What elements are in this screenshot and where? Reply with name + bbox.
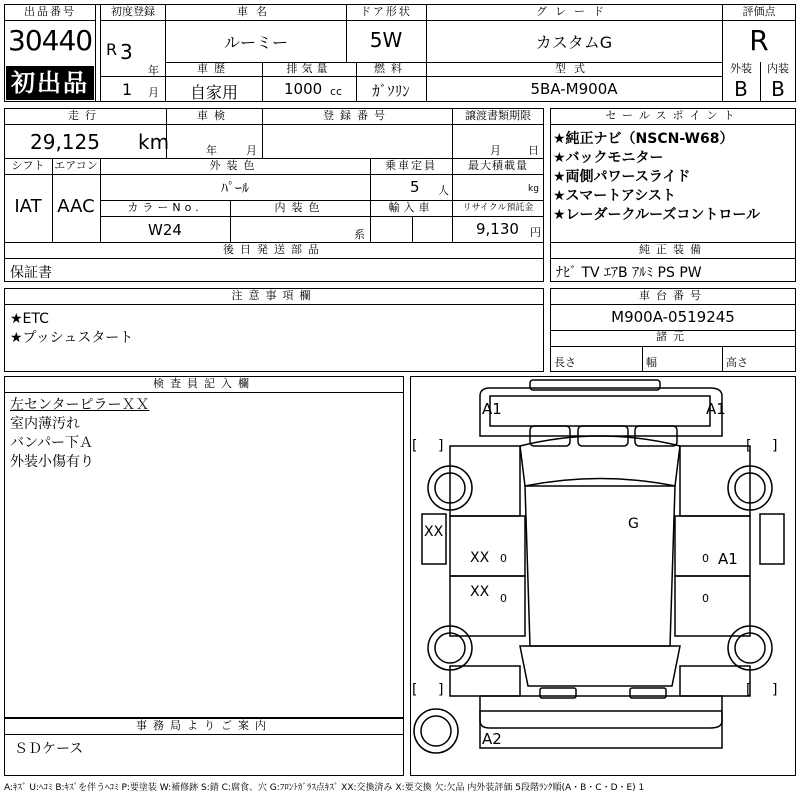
rear-panel — [480, 696, 722, 728]
right-rear-door — [675, 576, 750, 636]
car-name: ルーミー — [223, 33, 288, 52]
max-load-label: 最大積載量 — [468, 159, 528, 172]
door-label: ドア形状 — [360, 5, 412, 18]
ac-label: エアコン — [54, 159, 98, 172]
inspector-line: 外装小傷有り — [10, 454, 94, 470]
mark-rear: A2 — [482, 730, 502, 748]
car-body-diagram — [410, 376, 800, 780]
color-number: W24 — [148, 221, 182, 239]
office-note: ＳＤケース — [14, 741, 84, 757]
recycle-deposit-unit: 円 — [530, 226, 541, 239]
displacement: 1000 — [284, 80, 323, 98]
exterior-color: ﾊﾟｰﾙ — [221, 181, 249, 197]
note-item: ★ETC — [10, 311, 49, 327]
later-parts-label: 後日発送部品 — [223, 243, 325, 256]
inspector-line: 室内薄汚れ — [10, 416, 80, 432]
windshield — [520, 436, 680, 486]
exterior-grade: B — [734, 77, 748, 101]
sales-point-item: ★バックモニター — [553, 150, 664, 166]
sales-point-item: ★両側パワースライド — [553, 169, 691, 185]
displacement-unit: cc — [330, 85, 343, 98]
mark-front-right: A1 — [706, 400, 726, 418]
note-item: ★プッシュスタート — [10, 330, 134, 346]
bracket-left-open: [ — [412, 438, 418, 454]
inspector-notes — [10, 396, 149, 472]
genuine-equipment: ﾅﾋﾞ TV ｴｱB ｱﾙﾐ PS PW — [556, 265, 702, 281]
interior-color-label: 内装色 — [274, 201, 326, 214]
mark-left-pillar: XX — [424, 524, 444, 540]
score-label: 評価点 — [742, 5, 776, 18]
color-number-label: カラーNo. — [127, 201, 203, 214]
shift-label: シフト — [11, 159, 45, 172]
registration-number-label: 登録番号 — [323, 109, 391, 122]
year-unit: 年 — [148, 64, 159, 77]
mark-roof: G — [628, 516, 639, 532]
sales-point-item: ★スマートアシスト — [553, 188, 676, 204]
inspection-month-unit: 月 — [246, 144, 257, 157]
mileage-unit: km — [138, 130, 170, 154]
right-pillar — [760, 514, 784, 564]
mark-left-front-door-zero: 0 — [500, 552, 507, 565]
lot-number: 30440 — [8, 24, 93, 57]
inspector-label: 検査員記入欄 — [153, 377, 255, 390]
model-code: 5BA-M900A — [530, 80, 618, 98]
car-name-label: 車名 — [237, 5, 275, 18]
registration-year: 3 — [120, 40, 133, 64]
interior-grade: B — [771, 77, 785, 101]
width-label: 幅 — [646, 356, 657, 369]
bracket-left-close: ] — [438, 438, 444, 454]
shift: IAT — [14, 196, 42, 217]
history: 自家用 — [189, 83, 238, 102]
lot-number-label: 出品番号 — [24, 5, 76, 18]
genuine-equipment-label: 純正装備 — [639, 243, 707, 256]
inspection-label: 車検 — [197, 109, 231, 122]
later-parts: 保証書 — [10, 265, 52, 281]
first-registration-label: 初度登録 — [111, 5, 155, 18]
bracket-right-open: [ — [746, 438, 752, 454]
dimensions-label: 諸元 — [656, 330, 690, 343]
height-label: 高さ — [726, 356, 748, 369]
chassis-number: M900A-0519245 — [611, 308, 735, 326]
sales-point-item: ★純正ナビ（NSCN-W68） — [553, 131, 734, 147]
mileage: 29,125 — [30, 130, 100, 154]
bracket-left2-close: ] — [438, 682, 444, 698]
score: R — [749, 24, 769, 57]
rear-glass — [520, 646, 680, 686]
registration-month: 1 — [122, 80, 133, 99]
right-front-door — [675, 516, 750, 576]
first-listing-badge: 初出品 — [6, 66, 94, 100]
model-label: 型式 — [555, 62, 593, 75]
bracket-right2-open: [ — [746, 682, 752, 698]
mark-front-left: A1 — [482, 400, 502, 418]
month-unit: 月 — [148, 86, 159, 99]
mark-left-front-door: XX — [470, 550, 490, 566]
mark-right-rear-door-zero: 0 — [702, 592, 709, 605]
sales-points-label: セールスポイント — [605, 109, 741, 122]
capacity-label: 乗車定員 — [385, 159, 437, 172]
bracket-right2-close: ] — [772, 682, 778, 698]
capacity-unit: 人 — [438, 184, 449, 197]
damage-legend: A:ｷｽﾞ U:ﾍｺﾐ B:ｷｽﾞを伴うﾍｺﾐ P:要塗装 W:補修跡 S:錆 C:腐食、穴 G:ﾌﾛﾝﾄｶﾞﾗｽ点ｷｽﾞ XX:交換済み X:要交換 欠:欠品 内外装評価 5段階ﾗﾝｸ順(A・B・C・D・E) 1 — [4, 783, 645, 793]
inspector-line: 左センターピラーＸＸ — [10, 397, 150, 413]
notes-list — [10, 310, 133, 348]
mileage-label: 走行 — [68, 109, 102, 122]
bracket-right-close: ] — [772, 438, 778, 454]
displacement-label: 排気量 — [286, 62, 332, 75]
recycle-deposit: 9,130 — [476, 220, 519, 238]
import-label: 輸入車 — [388, 201, 434, 214]
bracket-left2-open: [ — [412, 682, 418, 698]
mark-left-rear-door-zero: 0 — [500, 592, 507, 605]
mark-right-front-door: A1 — [718, 550, 738, 568]
exterior-label: 外装 — [730, 62, 752, 75]
inspector-line: バンパー下Ａ — [10, 435, 94, 451]
mark-right-front-door-zero: 0 — [702, 552, 709, 565]
inspection-year-unit: 年 — [206, 144, 217, 157]
door-type: 5W — [369, 28, 403, 52]
air-conditioner: AAC — [57, 196, 95, 217]
roof-panel — [525, 486, 675, 646]
recycle-deposit-label: リサイクル預託金 — [462, 203, 534, 213]
doc-deadline-month-unit: 月 — [490, 144, 501, 157]
mark-left-rear-door: XX — [470, 584, 490, 600]
max-load-unit: kg — [528, 184, 539, 194]
capacity: 5 — [410, 178, 420, 196]
length-label: 長さ — [554, 356, 576, 369]
fuel: ｶﾞｿﾘﾝ — [372, 82, 410, 100]
grade: カスタムG — [535, 33, 613, 52]
history-label: 車歴 — [197, 62, 231, 75]
interior-color-unit: 系 — [354, 228, 365, 241]
interior-label: 内装 — [767, 62, 789, 75]
notes-label: 注意事項欄 — [231, 289, 317, 302]
exterior-color-label: 外装色 — [209, 159, 261, 172]
rear-bumper — [480, 711, 722, 748]
office-label: 事務局よりご案内 — [136, 719, 272, 732]
sales-points-list — [553, 130, 795, 225]
grade-label: グレード — [536, 5, 612, 18]
doc-deadline-label: 譲渡書類期限 — [465, 109, 531, 122]
chassis-label: 車台番号 — [639, 289, 707, 302]
era-letter: R — [106, 40, 118, 59]
left-front-door — [450, 516, 525, 576]
front-panel — [480, 388, 722, 436]
sales-point-item: ★レーダークルーズコントロール — [553, 207, 761, 223]
doc-deadline-day-unit: 日 — [528, 144, 539, 157]
fuel-label: 燃料 — [374, 62, 408, 75]
